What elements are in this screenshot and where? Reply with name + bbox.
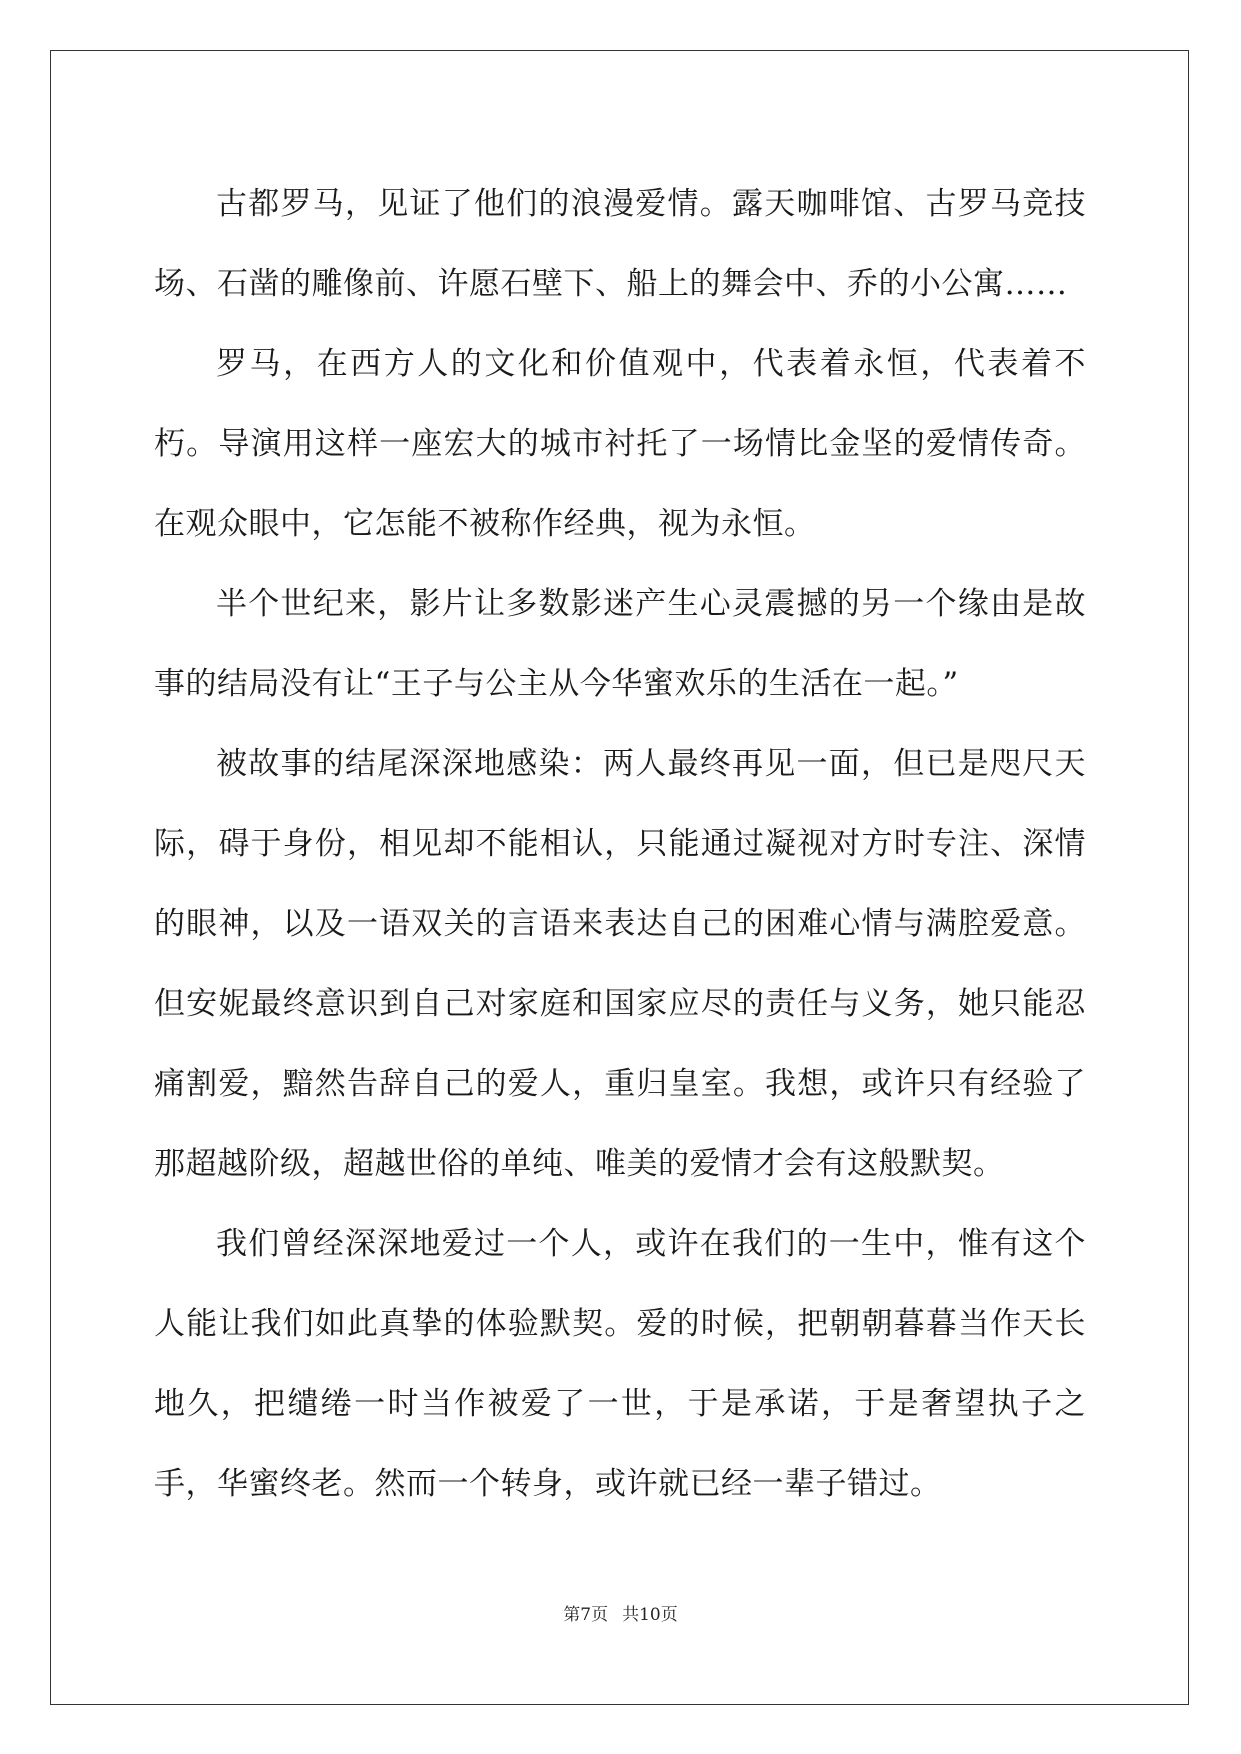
paragraph: 半个世纪来，影片让多数影迷产生心灵震撼的另一个缘由是故事的结局没有让“王子与公主从今华蜜欢乐的生活在一起。” [154,586,1086,702]
paragraph: 被故事的结尾深深地感染：两人最终再见一面，但已是咫尺天际，碍于身份，相见却不能相认，只能通过凝视对方时专注、深情的眼神，以及一语双关的言语来表达自己的困难心情与满腔爱意。但安妮最终意识到自己对家庭和国家应尽的责任与义务，她只能忍痛割爱，黯然告辞自己的爱人，重归皇室。我想，或许只有经验了那超越阶级，超越世俗的单纯、唯美的爱情才会有这般默契。 [154,746,1086,1182]
page-footer [0,1600,1241,1625]
page-number: 第7页 [563,1605,609,1625]
paragraph: 古都罗马，见证了他们的浪漫爱情。露天咖啡馆、古罗马竞技场、石凿的雕像前、许愿石壁下、船上的舞会中、乔的小公寓…… [154,186,1086,302]
page-total: 共10页 [622,1605,678,1625]
document-body [154,164,1086,1524]
paragraph: 我们曾经深深地爱过一个人，或许在我们的一生中，惟有这个人能让我们如此真挚的体验默契。爱的时候，把朝朝暮暮当作天长地久，把缱绻一时当作被爱了一世，于是承诺，于是奢望执子之手，华蜜终老。然而一个转身，或许就已经一辈子错过。 [154,1226,1086,1502]
paragraph: 罗马，在西方人的文化和价值观中，代表着永恒，代表着不朽。导演用这样一座宏大的城市衬托了一场情比金坚的爱情传奇。在观众眼中，它怎能不被称作经典，视为永恒。 [154,346,1086,542]
